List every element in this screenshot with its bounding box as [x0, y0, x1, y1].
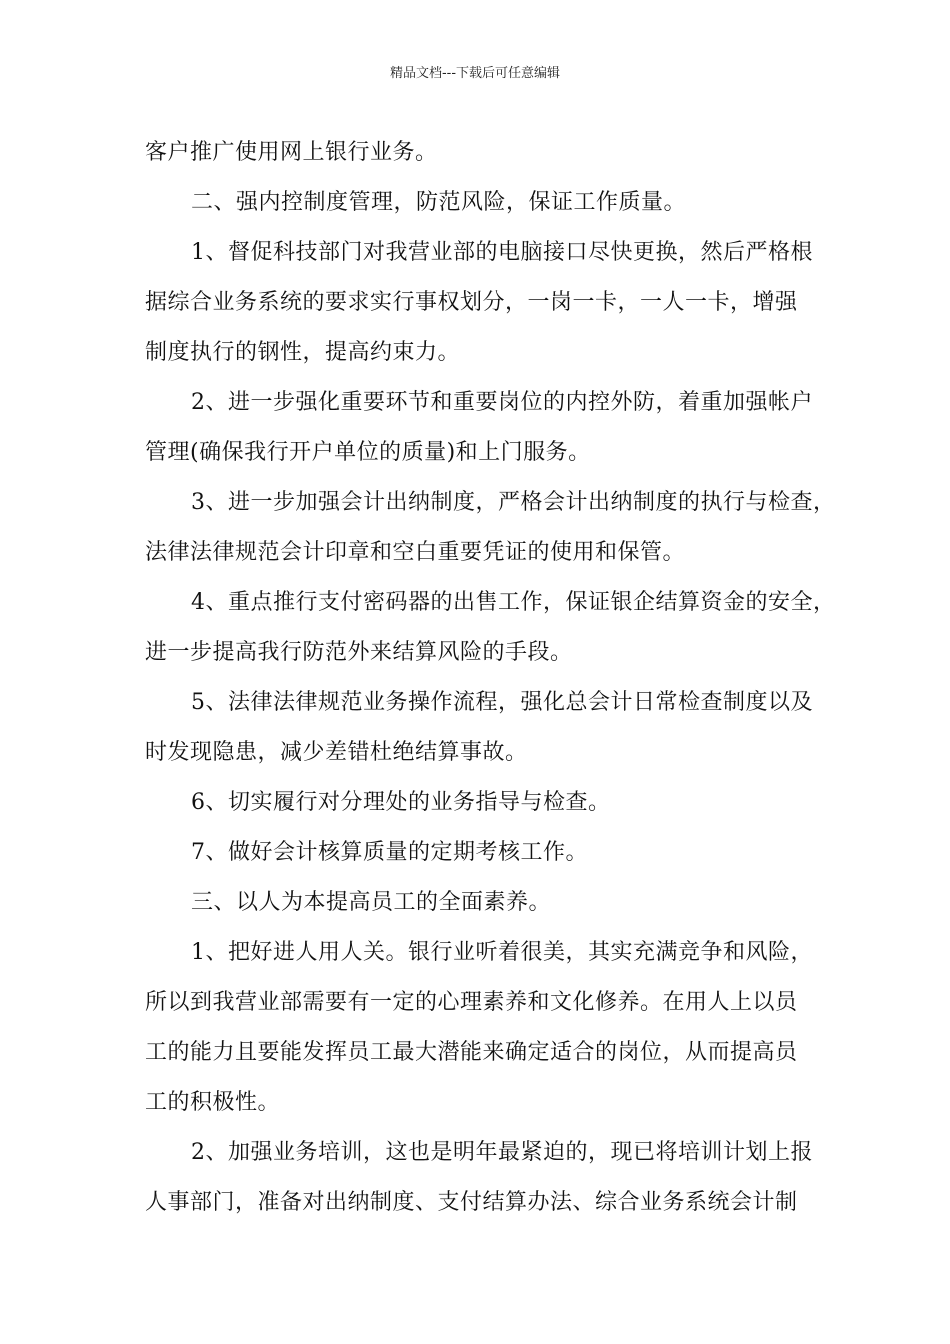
text-line: 时发现隐患，减少差错杜绝结算事故。 [145, 740, 528, 765]
text-line: 2、加强业务培训，这也是明年最紧迫的，现已将培训计划上报 [191, 1140, 813, 1165]
text-line: 1、把好进人用人关。银行业听着很美，其实充满竞争和风险， [191, 940, 813, 965]
text-line: 6、切实履行对分理处的业务指导与检查。 [191, 790, 611, 815]
text-line: 据综合业务系统的要求实行事权划分，一岗一卡，一人一卡，增强 [145, 290, 798, 315]
text-line: 5、法律法律规范业务操作流程，强化总会计日常检查制度以及 [191, 690, 813, 715]
text-line: 客户推广使用网上银行业务。 [145, 140, 438, 165]
text-line: 管理(确保我行开户单位的质量)和上门服务。 [145, 440, 591, 465]
text-line: 2、进一步强化重要环节和重要岗位的内控外防，着重加强帐户 [191, 390, 813, 415]
document-body [145, 128, 836, 1228]
page-header: 精品文档---下载后可任意编辑 [389, 66, 561, 81]
text-line: 4、重点推行支付密码器的出售工作，保证银企结算资金的安全， [191, 590, 836, 615]
text-line: 法律法律规范会计印章和空白重要凭证的使用和保管。 [145, 540, 686, 565]
text-line: 三、以人为本提高员工的全面素养。 [191, 890, 552, 915]
text-line: 所以到我营业部需要有一定的心理素养和文化修养。在用人上以员 [145, 990, 798, 1015]
text-line: 制度执行的钢性，提高约束力。 [145, 340, 461, 365]
text-line: 二、强内控制度管理，防范风险，保证工作质量。 [191, 190, 687, 215]
text-line: 进一步提高我行防范外来结算风险的手段。 [145, 640, 573, 665]
text-line: 3、进一步加强会计出纳制度，严格会计出纳制度的执行与检查， [191, 490, 836, 515]
text-line: 7、做好会计核算质量的定期考核工作。 [191, 840, 588, 865]
text-line: 工的能力且要能发挥员工最大潜能来确定适合的岗位，从而提高员 [145, 1040, 798, 1065]
text-line: 人事部门，准备对出纳制度、支付结算办法、综合业务系统会计制 [145, 1190, 798, 1215]
text-line: 1、督促科技部门对我营业部的电脑接口尽快更换，然后严格根 [191, 240, 813, 265]
text-line: 工的积极性。 [145, 1090, 281, 1115]
